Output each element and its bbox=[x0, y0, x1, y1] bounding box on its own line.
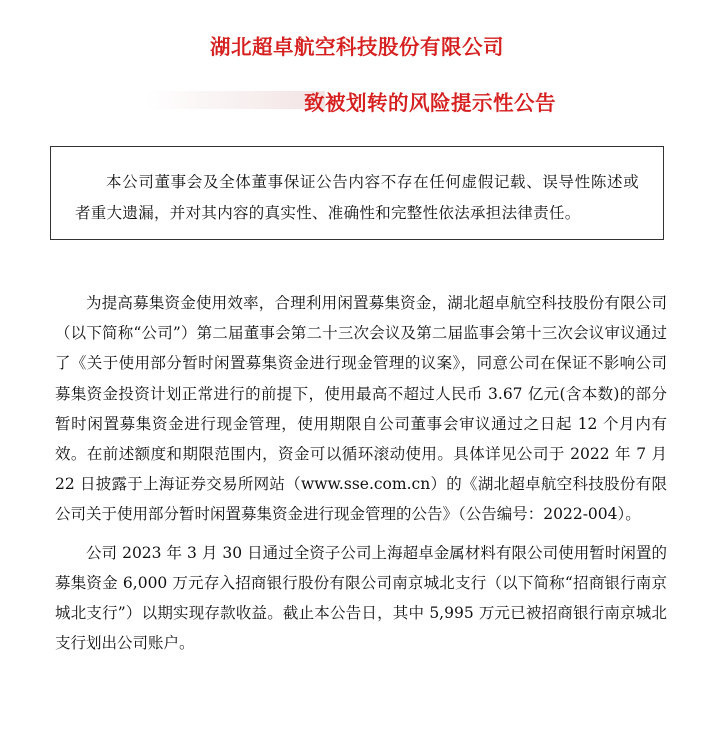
disclaimer-text: 本公司董事会及全体董事保证公告内容不存在任何虚假记载、误导性陈述或者重大遗漏，并对其内容的真实性、准确性和完整性依法承担法律责任。 bbox=[75, 173, 639, 222]
title-decoration-bar bbox=[145, 91, 325, 109]
company-name-title: 湖北超卓航空科技股份有限公司 bbox=[210, 35, 504, 59]
announcement-title: 致被划转的风险提示性公告 bbox=[304, 91, 556, 115]
announcement-title-row bbox=[0, 86, 714, 120]
announcement-body bbox=[55, 288, 667, 666]
body-paragraph-1: 为提高募集资金使用效率，合理利用闲置募集资金，湖北超卓航空科技股份有限公司（以下简称“公司”）第二届董事会第二十三次会议及第二届监事会第十三次会议审议通过了《关于使用部分暂时闲置募集资金进行现金管理的议案》，同意公司在保证不影响公司募集资金投资计划正常进行的前提下，使用最高不超过人民币 3.67 亿元(含本数)的部分暂时闲置募集资金进行现金管理，使用期限自公司董事会审议通过之日起 12 个月内有效。在前述额度和期限范围内，资金可以循环滚动使用。具体详见公司于 2022 年 7 月 22 日披露于上海证券交易所网站（www.sse.com.cn）的《湖北超卓航空科技股份有限公司关于使用部分暂时闲置募集资金进行现金管理的公告》（公告编号：2022-004）。 bbox=[55, 294, 667, 524]
disclaimer-box bbox=[50, 146, 664, 240]
body-paragraph-2: 公司 2023 年 3 月 30 日通过全资子公司上海超卓金属材料有限公司使用暂时闲置的募集资金 6,000 万元存入招商银行股份有限公司南京城北支行（以下简称“招商银行南京城北支行”）以期实现存款收益。截止本公告日，其中 5,995 万元已被招商银行南京城北支行划出公司账户。 bbox=[55, 543, 667, 653]
